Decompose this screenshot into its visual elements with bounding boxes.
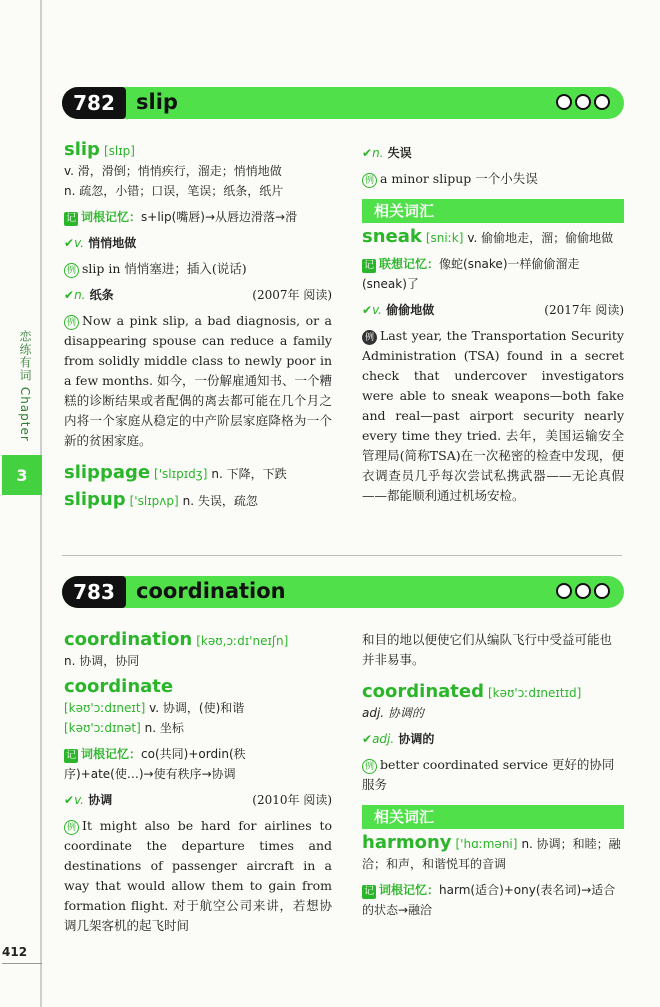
entry-782-right-column xyxy=(362,143,624,506)
leaf-icon: ✔ xyxy=(362,146,373,160)
leaf-icon: ✔ xyxy=(362,732,373,746)
memory-icon: 记 xyxy=(66,213,76,224)
definition: n. 下降，下跌 xyxy=(211,467,287,481)
derived-headword: coordinate xyxy=(64,676,174,697)
example-icon: 例 xyxy=(64,315,79,330)
example-icon: 例 xyxy=(362,330,377,345)
leaf-icon: ✔ xyxy=(64,236,75,250)
definition: n. 坐标 xyxy=(144,721,184,735)
related-words-header: 相关词汇 xyxy=(362,199,624,223)
entry-word: slip xyxy=(136,90,178,114)
apple-icon xyxy=(594,94,610,110)
page-number-rule xyxy=(2,963,42,964)
derived-headword: slipup xyxy=(64,489,126,510)
phonetic: [kəʊ,ɔːdɪ'neɪʃn] xyxy=(196,634,289,648)
sense-pos: v. xyxy=(74,793,84,807)
entry-783-right-column xyxy=(362,630,624,920)
memory-label: 联想记忆： xyxy=(379,257,440,271)
sidebar-chapter-label: 恋练有词 Chapter xyxy=(18,330,32,442)
headword: coordination xyxy=(64,629,193,650)
apple-icon xyxy=(575,94,591,110)
example-text-continued: 和目的地以便使它们从编队飞行中受益可能也并非易事。 xyxy=(362,632,613,667)
difficulty-apples xyxy=(556,583,610,599)
memory-text: 像蛇(snake)一样偷偷溜走(sneak)了 xyxy=(362,257,580,291)
memory-label: 词根记忆： xyxy=(81,747,142,761)
sidebar-chapter-number: 3 xyxy=(2,455,42,495)
entry-number: 782 xyxy=(62,87,126,119)
sidebar-rule xyxy=(40,0,42,1007)
example-text: Now a pink slip, a bad diagnosis, or a disappearing spouse can reduce a family from solidly middle class to newly poor in a few months. 如今，一份解雇通知书、一个糟糕的诊断结果或者配偶的离去都可能在几个月之内将一个家庭从稳定的中产阶层家庭降格为一个新的贫困家庭。 xyxy=(64,313,332,448)
definition: v. 偷偷地走，溜；偷偷地做 xyxy=(467,231,614,245)
definition: n. 失误，疏忽 xyxy=(182,494,258,508)
related-headword: sneak xyxy=(362,226,422,247)
page-sidebar xyxy=(0,0,60,1007)
sense-pos: v. xyxy=(372,303,382,317)
phonetic: [sniːk] xyxy=(425,231,464,245)
sense-meaning: 失误 xyxy=(387,146,412,160)
definition: adj. 协调的 xyxy=(362,706,424,720)
example-text: Last year, the Transportation Security Administration (TSA) found in a secret check that undercover investigators were able to sneak weapons—both fake and real—past airport security nearly every time they tried. 去年，美国运输安全管理局(简称TSA)在一次秘密的检查中发现，便衣调查员几乎每次尝试私携武器——无论真假——都能顺利通过机场安检。 xyxy=(362,328,624,503)
entry-number: 783 xyxy=(62,576,126,608)
exam-source: (2017年 阅读) xyxy=(544,303,624,317)
phonetic: ['hɑːməni] xyxy=(455,837,518,851)
example-icon: 例 xyxy=(64,263,79,278)
example-text: a minor slipup 一个小失误 xyxy=(380,171,538,186)
phonetic: [kəʊ'ɔːdɪnət] xyxy=(64,721,141,735)
sense-meaning: 纸条 xyxy=(89,288,114,302)
leaf-icon: ✔ xyxy=(362,303,373,317)
example-icon: 例 xyxy=(362,759,377,774)
entry-783-banner xyxy=(62,576,624,608)
example-text: slip in 悄悄塞进；插入(说话) xyxy=(82,261,247,276)
entry-782-banner xyxy=(62,87,624,119)
sense-meaning: 悄悄地做 xyxy=(88,236,137,250)
sense-meaning: 协调的 xyxy=(398,732,435,746)
page-number: 412 xyxy=(2,945,28,959)
sense-meaning: 协调 xyxy=(88,793,113,807)
derived-headword: coordinated xyxy=(362,681,484,702)
leaf-icon: ✔ xyxy=(64,288,75,302)
example-icon: 例 xyxy=(64,820,79,835)
definition: n. 疏忽，小错；口误，笔误；纸条，纸片 xyxy=(64,184,284,198)
entry-word: coordination xyxy=(136,579,286,603)
memory-text: co(共同)+ordin(秩序)+ate(使…)→使有秩序→协调 xyxy=(64,747,246,781)
definition: n. 协调；和睦；融洽；和声，和谐悦耳的音调 xyxy=(362,837,621,871)
definition: v. 协调，(使)和谐 xyxy=(149,701,245,715)
exam-source: (2010年 阅读) xyxy=(252,793,332,807)
derived-headword: slippage xyxy=(64,462,151,483)
definition: v. 滑，滑倒；悄悄疾行，溜走；悄悄地做 xyxy=(64,164,282,178)
related-headword: harmony xyxy=(362,832,452,853)
sense-meaning: 偷偷地做 xyxy=(386,303,435,317)
memory-icon: 记 xyxy=(364,886,374,897)
leaf-icon: ✔ xyxy=(64,793,75,807)
phonetic: [kəʊ'ɔːdɪneɪt] xyxy=(64,701,146,715)
memory-icon: 记 xyxy=(66,750,76,761)
apple-icon xyxy=(594,583,610,599)
section-divider xyxy=(62,555,622,556)
memory-label: 词根记忆： xyxy=(379,883,440,897)
phonetic: ['slɪpɪdʒ] xyxy=(154,467,208,481)
example-text: It might also be hard for airlines to coordinate the departure times and destinations of passenger aircraft in a way that would allow them to gain from formation flight. 对于航空公司来讲，若想协调几架客机的起飞时间 xyxy=(64,818,332,933)
memory-icon: 记 xyxy=(364,260,374,271)
entry-783-left-column xyxy=(64,630,332,936)
exam-source: (2007年 阅读) xyxy=(252,288,332,302)
memory-text: s+lip(嘴唇)→从唇边滑落→滑 xyxy=(141,210,298,224)
related-words-header: 相关词汇 xyxy=(362,805,624,829)
sense-pos: adj. xyxy=(372,732,395,746)
phonetic: [kəʊ'ɔːdɪneɪtɪd] xyxy=(487,686,582,700)
apple-icon xyxy=(556,583,572,599)
sense-pos: v. xyxy=(74,236,84,250)
phonetic: ['slɪpʌp] xyxy=(129,494,179,508)
example-text: better coordinated service 更好的协同服务 xyxy=(362,757,615,792)
example-icon: 例 xyxy=(362,173,377,188)
memory-text: harm(适合)+ony(表名词)→适合的状态→融洽 xyxy=(362,883,616,917)
sense-pos: n. xyxy=(74,288,86,302)
sense-pos: n. xyxy=(372,146,384,160)
headword: slip xyxy=(64,139,100,160)
entry-782-left-column xyxy=(64,140,332,511)
apple-icon xyxy=(575,583,591,599)
apple-icon xyxy=(556,94,572,110)
phonetic: [slɪp] xyxy=(103,144,135,158)
difficulty-apples xyxy=(556,94,610,110)
definition: n. 协调，协同 xyxy=(64,654,140,668)
memory-label: 词根记忆： xyxy=(81,210,142,224)
